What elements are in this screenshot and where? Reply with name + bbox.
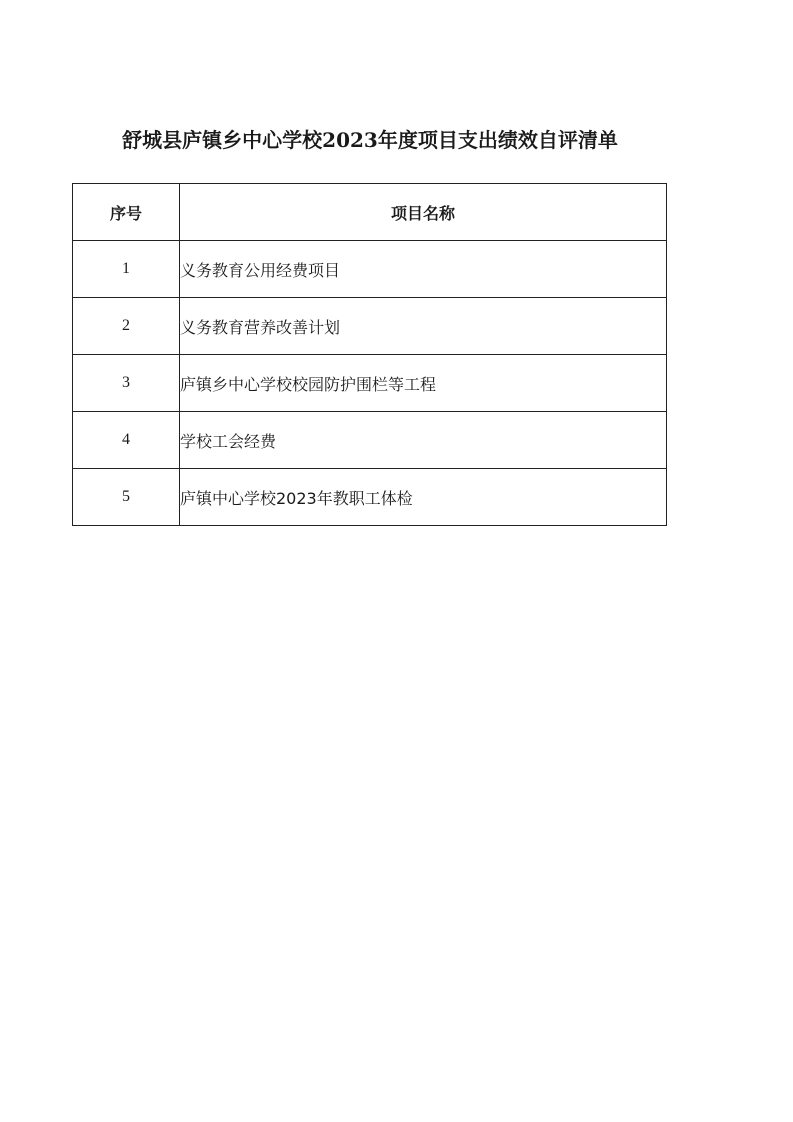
project-list-table xyxy=(72,183,667,526)
row-seq-cell: 4 xyxy=(73,412,180,469)
row-seq-cell: 2 xyxy=(73,298,180,355)
column-header-seq: 序号 xyxy=(73,184,180,241)
table-row xyxy=(73,469,667,526)
row-seq-cell: 5 xyxy=(73,469,180,526)
row-name-cell: 义务教育营养改善计划 xyxy=(180,298,667,355)
row-seq-cell: 3 xyxy=(73,355,180,412)
page-title: 舒城县庐镇乡中心学校2023年度项目支出绩效自评清单 xyxy=(122,128,618,152)
table-row xyxy=(73,355,667,412)
row-name-cell: 庐镇中心学校2023年教职工体检 xyxy=(180,469,667,526)
row-name-cell: 学校工会经费 xyxy=(180,412,667,469)
row-seq-cell: 1 xyxy=(73,241,180,298)
table-row xyxy=(73,412,667,469)
table-row xyxy=(73,241,667,298)
row-name-cell: 义务教育公用经费项目 xyxy=(180,241,667,298)
table-row xyxy=(73,298,667,355)
row-name-cell: 庐镇乡中心学校校园防护围栏等工程 xyxy=(180,355,667,412)
table-header-row xyxy=(73,184,667,241)
column-header-name: 项目名称 xyxy=(180,184,667,241)
